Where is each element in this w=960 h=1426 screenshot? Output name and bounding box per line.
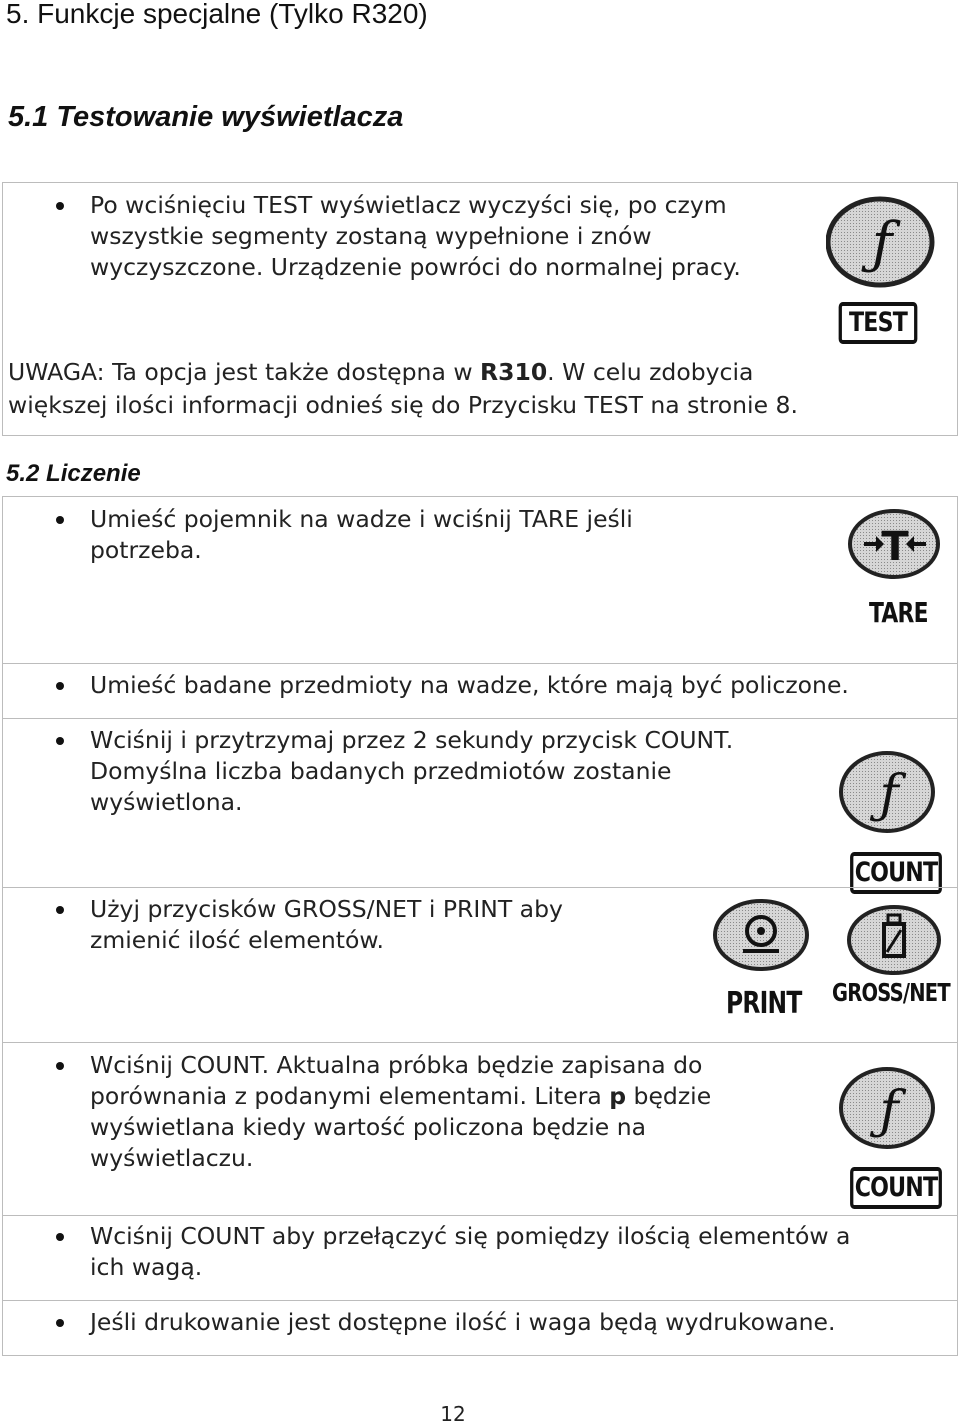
note-text: większej ilości informacji odnieś się do Przycisku TEST na stronie 8.	[8, 391, 798, 419]
bullet-text: potrzeba.	[90, 536, 202, 564]
print-button-label: PRINT	[726, 986, 802, 1021]
bullet-icon	[56, 737, 64, 745]
model-name: R310	[480, 358, 548, 386]
gross-net-button-label: GROSS/NET	[832, 978, 950, 1007]
svg-text:ƒ: ƒ	[879, 1081, 899, 1141]
bullet-text: wyświetlaczu.	[90, 1144, 254, 1172]
bullet-icon	[56, 1319, 64, 1327]
svg-text:T: T	[881, 524, 909, 570]
bullet-text: Wciśnij COUNT. Aktualna próbka będzie zapisana do	[90, 1051, 703, 1079]
function-button-icon	[838, 750, 936, 836]
bullet-text: wyświetlona.	[90, 788, 243, 816]
bullet-icon	[56, 906, 64, 914]
print-button-icon	[712, 898, 810, 972]
bullet-text: Domyślna liczba badanych przedmiotów zostanie	[90, 757, 672, 785]
bullet-text: porównania z podanymi elementami. Litera p będzie	[90, 1082, 712, 1110]
tare-button-icon	[848, 508, 942, 580]
count-button-label: COUNT	[850, 1167, 942, 1209]
letter-p: p	[609, 1082, 627, 1110]
section-title-display-test: 5.1 Testowanie wyświetlacza	[8, 101, 404, 133]
bullet-text: Użyj przycisków GROSS/NET i PRINT aby	[90, 895, 563, 923]
count-button-label: COUNT	[850, 852, 942, 894]
bullet-text: Jeśli drukowanie jest dostępne ilość i waga będą wydrukowane.	[90, 1308, 836, 1336]
bullet-text: Umieść badane przedmioty na wadze, które mają być policzone.	[90, 671, 849, 699]
bullet-text: Wciśnij COUNT aby przełączyć się pomiędzy ilością elementów a	[90, 1222, 851, 1250]
bullet-icon	[56, 516, 64, 524]
bullet-icon	[56, 202, 64, 210]
tare-button-label: TARE	[869, 596, 928, 629]
svg-text:ƒ: ƒ	[879, 765, 899, 825]
bullet-text: wszystkie segmenty zostaną wypełnione i znów	[90, 222, 652, 250]
svg-text:ƒ: ƒ	[871, 211, 893, 276]
gross-net-button-icon	[846, 904, 942, 976]
function-button-icon	[826, 196, 936, 288]
page-number: 12	[440, 1402, 466, 1426]
bullet-text: ich wagą.	[90, 1253, 203, 1281]
bullet-text: Umieść pojemnik na wadze i wciśnij TARE jeśli	[90, 505, 633, 533]
bullet-text: Po wciśnięciu TEST wyświetlacz wyczyści się, po czym	[90, 191, 727, 219]
page-heading: 5. Funkcje specjalne (Tylko R320)	[6, 0, 428, 29]
bullet-icon	[56, 1233, 64, 1241]
bullet-text: zmienić ilość elementów.	[90, 926, 384, 954]
function-button-icon	[838, 1066, 936, 1152]
bullet-icon	[56, 1062, 64, 1070]
bullet-text: wyświetlana kiedy wartość policzona będzie na	[90, 1113, 647, 1141]
bullet-icon	[56, 682, 64, 690]
bullet-text: wyczyszczone. Urządzenie powróci do normalnej pracy.	[90, 253, 741, 281]
section-title-counting: 5.2 Liczenie	[6, 460, 141, 487]
note-text: UWAGA: Ta opcja jest także dostępna w R310. W celu zdobycia	[8, 358, 754, 386]
test-button-label: TEST	[839, 302, 918, 344]
bullet-text: Wciśnij i przytrzymaj przez 2 sekundy przycisk COUNT.	[90, 726, 734, 754]
